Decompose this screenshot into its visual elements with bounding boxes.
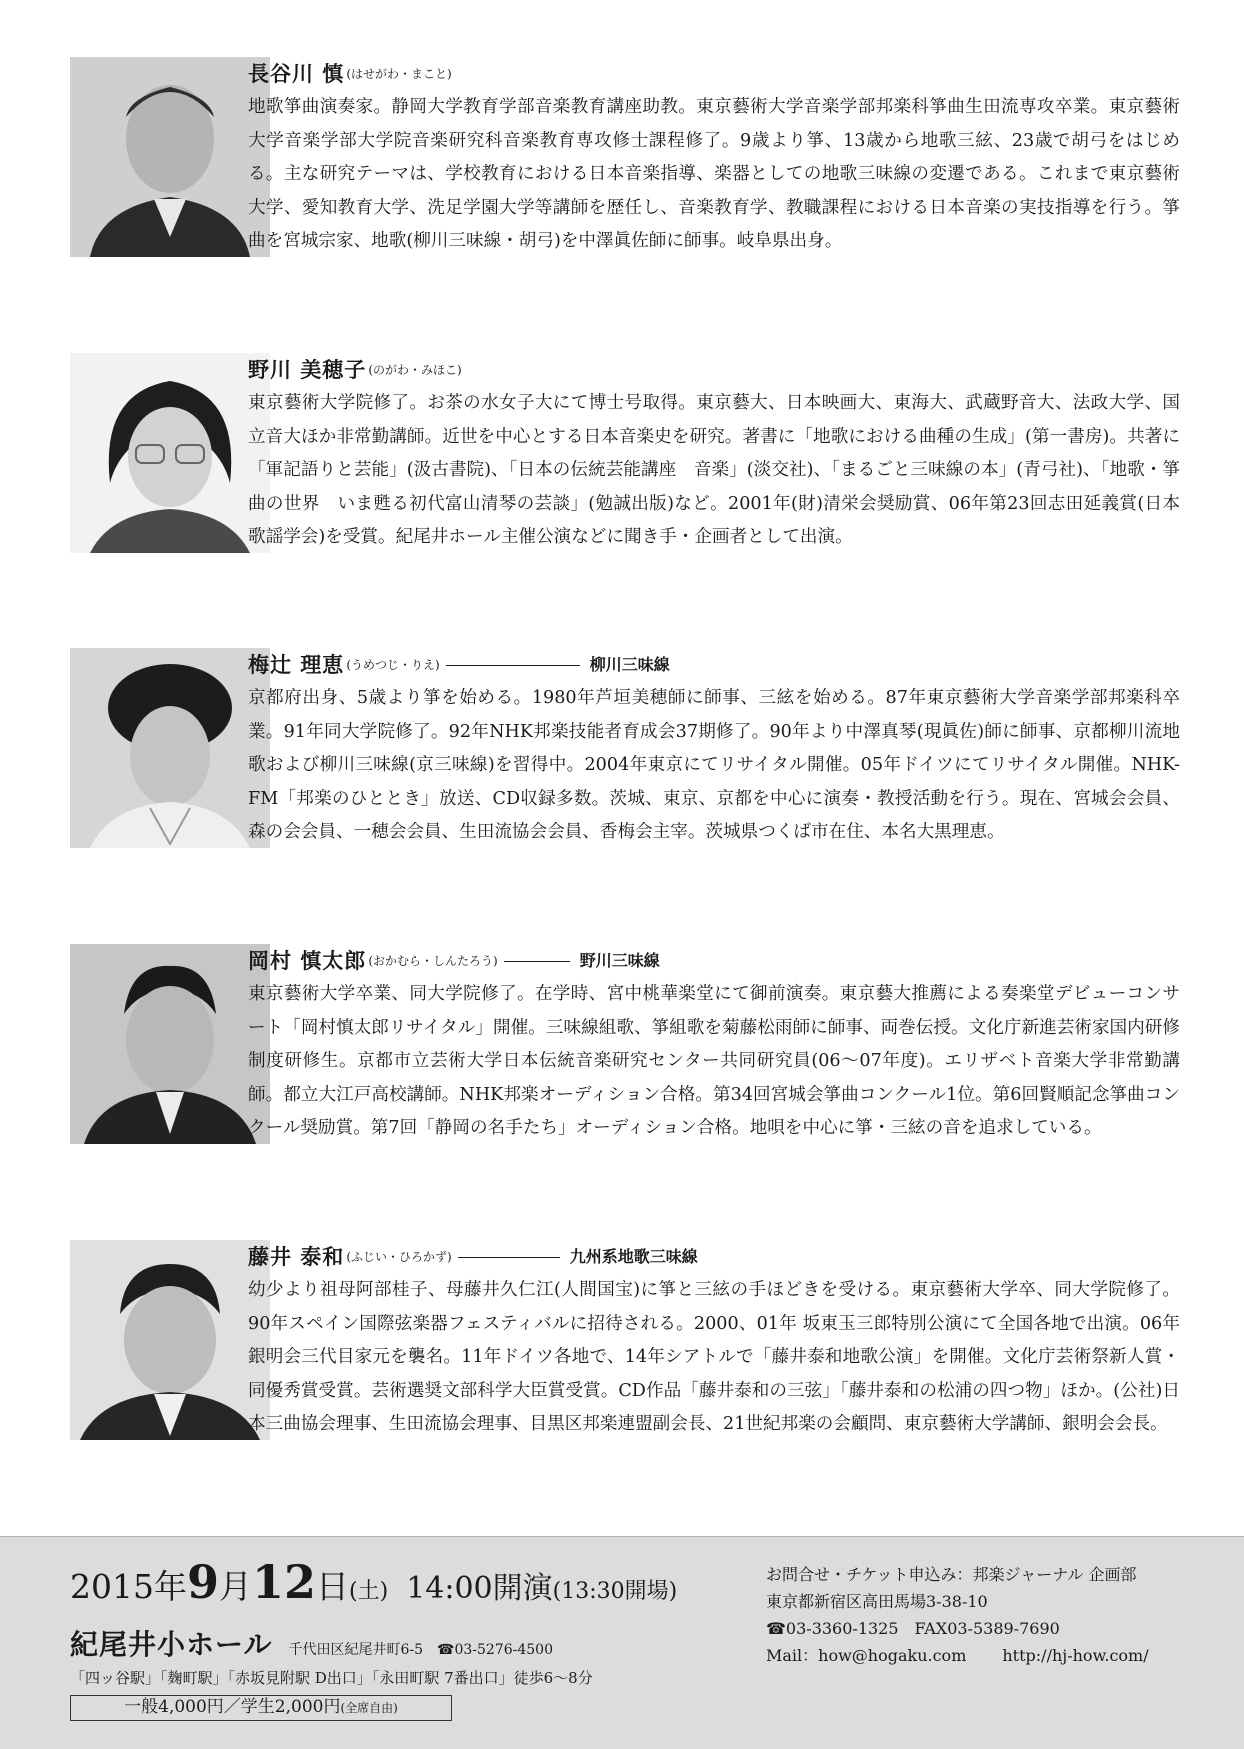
performer-name: 藤井 泰和 (248, 1244, 345, 1269)
event-start-time: 14:00開演 (406, 1571, 553, 1606)
venue-phone: ☎03-5276-4500 (437, 1642, 553, 1658)
venue-name: 紀尾井小ホール (70, 1628, 273, 1661)
portrait-photo (70, 1240, 270, 1440)
event-month-unit: 月 (219, 1567, 252, 1606)
ticket-price-text: 一般4,000円／学生2,000円 (124, 1697, 341, 1717)
performer-name: 梅辻 理恵 (248, 652, 345, 677)
portrait-photo (70, 353, 270, 553)
performer-bio: 幼少より祖母阿部桂子、母藤井久仁江(人間国宝)に箏と三絃の手ほどきを受ける。東京藝術大学卒、同大学院修了。90年スペイン国際弦楽器フェスティバルに招待される。2000、01年 坂東玉三郎特別公演にて全国各地で出演。06年銀明会三代目家元を襲名。11年ドイツ各地で、14年シアトルで「藤井泰和地歌公演」を開催。文化庁芸術祭新人賞・同優秀賞受賞。芸術選奨文部科学大臣賞受賞。CD作品「藤井泰和の三弦」「藤井泰和の松浦の四つ物」ほか。(公社)日本三曲協会理事、生田流協会理事、目黒区邦楽連盟副会長、21世紀邦楽の会顧問、東京藝術大学講師、銀明会会長。 (248, 1280, 1180, 1434)
venue-address: 千代田区紀尾井町6-5 (288, 1642, 423, 1658)
event-day-unit: 日 (316, 1567, 350, 1606)
name-rule (458, 1257, 560, 1258)
event-day: 12 (252, 1555, 317, 1609)
performer-name: 長谷川 慎 (248, 61, 345, 86)
performer-bio: 京都府出身、5歳より箏を始める。1980年芦垣美穂師に師事、三絃を始める。87年東京藝術大学音楽学部邦楽科卒業。91年同大学院修了。92年NHK邦楽技能者育成会37期修了。90年より中澤真琴(現眞佐)師に師事、京都柳川流地歌および柳川三味線(京三味線)を習得中。2004年東京にてリサイタル開催。05年ドイツにてリサイタル開催。NHK-FM「邦楽のひととき」放送、CD収録多数。茨城、東京、京都を中心に演奏・教授活動を行う。現在、宮城会会員、森の会会員、一穂会会員、生田流協会会員、香梅会主宰。茨城県つくば市在住、本名大黒理恵。 (248, 688, 1180, 842)
event-footer (0, 1536, 1244, 1749)
event-month: 9 (186, 1555, 219, 1609)
portrait-photo (70, 648, 270, 848)
performer-bio: 東京藝術大学院修了。お茶の水女子大にて博士号取得。東京藝大、日本映画大、東海大、武蔵野音大、法政大学、国立音大ほか非常勤講師。近世を中心とする日本音楽史を研究。著書に「地歌における曲種の生成」(第一書房)。共著に「軍記語りと芸能」(汲古書院)、「日本の伝統芸能講座 音楽」(淡交社)、「まるごと三味線の本」(青弓社)、「地歌・箏曲の世界 いま甦る初代富山清琴の芸談」(勉誠出版)など。2001年(財)清栄会奨励賞、06年第23回志田延義賞(日本歌謡学会)を受賞。紀尾井ホール主催公演などに聞き手・企画者として出演。 (248, 393, 1180, 547)
ticket-price (70, 1695, 452, 1721)
venue-access: 「四ッ谷駅」「麹町駅」「赤坂見附駅 D出口」「永田町駅 7番出口」徒歩6〜8分 (70, 1669, 593, 1687)
name-rule (504, 961, 570, 962)
venue-line (70, 1623, 553, 1663)
performer-bio: 地歌箏曲演奏家。静岡大学教育学部音楽教育講座助教。東京藝術大学音楽学部邦楽科箏曲生田流専攻卒業。東京藝術大学音楽学部大学院音楽研究科音楽教育専攻修士課程修了。9歳より箏、13歳から地歌三絃、23歳で胡弓をはじめる。主な研究テーマは、学校教育における日本音楽指導、楽器としての地歌三味線の変遷である。これまで東京藝術大学、愛知教育大学、洗足学園大学等講師を歴任し、音楽教育学、教職課程における日本音楽の実技指導を行う。箏曲を宮城宗家、地歌(柳川三味線・胡弓)を中澤眞佐師に師事。岐阜県出身。 (248, 97, 1180, 251)
performer-name: 野川 美穂子 (248, 357, 367, 382)
event-weekday: (土) (349, 1579, 389, 1604)
performer-reading: (ふじい・ひろかず) (346, 1250, 452, 1264)
contact-email[interactable]: Mail：how@hogaku.com (766, 1646, 967, 1665)
performer-instrument: 九州系地歌三味線 (569, 1247, 698, 1266)
event-doors-time: (13:30開場) (552, 1579, 678, 1604)
name-rule (446, 665, 580, 666)
contact-phone-fax: ☎03-3360-1325 FAX03-5389-7690 (766, 1619, 1060, 1638)
contact-heading: お問合せ・チケット申込み：邦楽ジャーナル 企画部 (766, 1565, 1137, 1584)
contact-url[interactable]: http://hj-how.com/ (1002, 1646, 1149, 1665)
contact-web (766, 1642, 1149, 1669)
performer-reading: (うめつじ・りえ) (346, 658, 440, 672)
performer-instrument: 柳川三味線 (589, 655, 670, 674)
ticket-seating-note: (全席自由) (340, 1701, 398, 1715)
performer-name: 岡村 慎太郎 (248, 948, 367, 973)
contact-info (766, 1561, 1149, 1669)
performer-instrument: 野川三味線 (579, 951, 660, 970)
performer-reading: (はせがわ・まこと) (346, 67, 452, 81)
contact-address: 東京都新宿区高田馬場3-38-10 (766, 1592, 988, 1611)
portrait-photo (70, 57, 270, 257)
performer-bio: 東京藝術大学卒業、同大学院修了。在学時、宮中桃華楽堂にて御前演奏。東京藝大推薦による奏楽堂デビューコンサート「岡村慎太郎リサイタル」開催。三味線組歌、箏組歌を菊藤松雨師に師事、両巻伝授。文化庁新進芸術家国内研修制度研修生。京都市立芸術大学日本伝統音楽研究センター共同研究員(06〜07年度)。エリザベト音楽大学非常勤講師。都立大江戸高校講師。NHK邦楽オーディション合格。第34回宮城会箏曲コンクール1位。第6回賢順記念箏曲コンクール奨励賞。第7回「静岡の名手たち」オーディション合格。地唄を中心に箏・三絃の音を追求している。 (248, 984, 1180, 1138)
event-date (70, 1555, 677, 1609)
performer-reading: (おかむら・しんたろう) (368, 954, 498, 968)
performer-reading: (のがわ・みほこ) (368, 363, 462, 377)
portrait-photo (70, 944, 270, 1144)
event-year: 2015年 (70, 1567, 187, 1606)
